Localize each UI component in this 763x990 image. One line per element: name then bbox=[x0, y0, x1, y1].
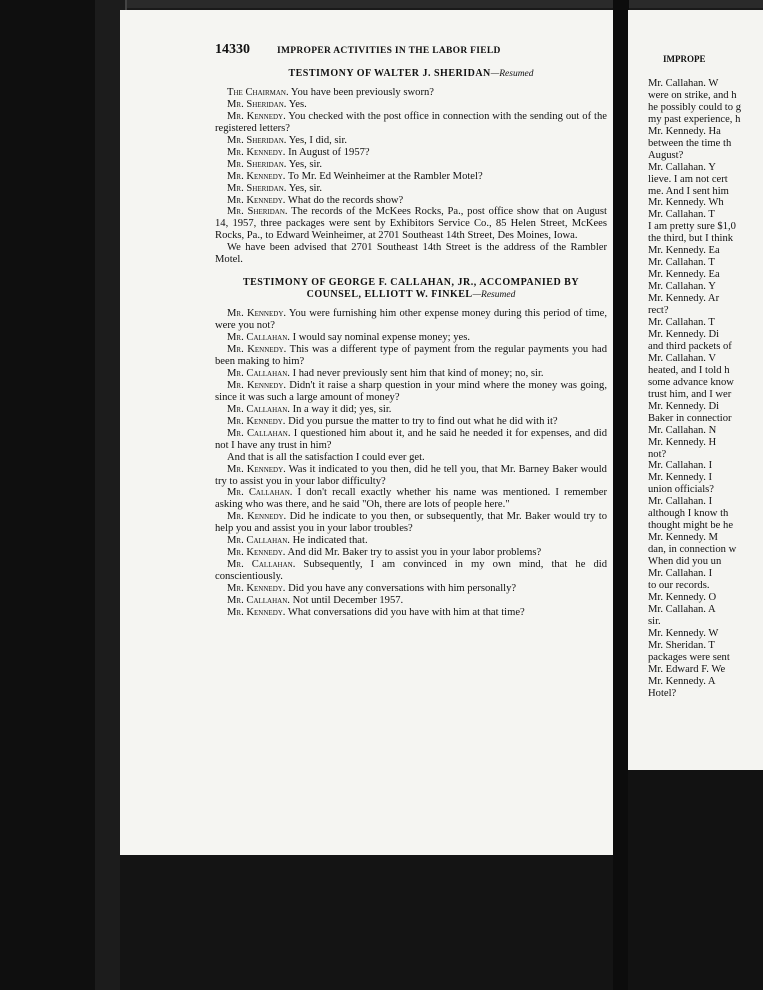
right-page-line: Mr. Callahan. T bbox=[648, 317, 715, 329]
right-page-line: Baker in connectior bbox=[648, 412, 732, 424]
paragraph-text: Yes. bbox=[286, 98, 307, 110]
paragraph-text: I would say nominal expense money; yes. bbox=[289, 332, 470, 344]
testimony-paragraph bbox=[215, 583, 607, 595]
right-page-line: Mr. Kennedy. Ea bbox=[648, 245, 720, 257]
speaker-name: Mr. Sheridan. bbox=[227, 158, 287, 170]
right-page-line: thought might be he bbox=[648, 520, 734, 532]
right-page-line: Mr. Callahan. A bbox=[648, 603, 716, 615]
testimony-paragraph bbox=[215, 547, 607, 559]
right-page-line: August? bbox=[648, 149, 684, 161]
paragraph-text: Didn't it raise a sharp question in your mind where the money was going, since it was such a large amount of money? bbox=[215, 379, 607, 403]
testimony-paragraph bbox=[215, 147, 607, 159]
paragraph-text: I had never previously sent him that kind of money; no, sir. bbox=[289, 367, 544, 379]
speaker-name: Mr. Kennedy. bbox=[227, 308, 287, 320]
testimony-paragraph bbox=[215, 380, 607, 404]
right-page-line: lieve. I am not cert bbox=[648, 173, 728, 185]
right-page-line: Mr. Edward F. We bbox=[648, 663, 726, 675]
section-heading-callahan: TESTIMONY OF GEORGE F. CALLAHAN, JR., ACCOMPANIED BY COUNSEL, ELLIOTT W. FINKEL—Resumed bbox=[242, 277, 580, 301]
right-page-line: heated, and I told h bbox=[648, 364, 730, 376]
paragraph-text: I don't recall exactly whether his name was mentioned. I remember asking who was there, and he said "Oh, there are lots of people here." bbox=[215, 487, 607, 511]
speaker-name: Mr. Sheridan. bbox=[227, 98, 287, 110]
right-page-line: I am pretty sure $1,0 bbox=[648, 221, 736, 233]
right-page-line: Hotel? bbox=[648, 687, 677, 699]
right-page-line: Mr. Sheridan. T bbox=[648, 639, 715, 651]
paragraph-text: Did you pursue the matter to try to find out what he did with it? bbox=[285, 415, 558, 427]
right-page-line: Mr. Kennedy. Di bbox=[648, 328, 720, 340]
right-page-line: some advance know bbox=[648, 376, 734, 388]
page-number: 14330 bbox=[215, 42, 250, 57]
speaker-name: Mr. Kennedy. bbox=[227, 194, 286, 206]
right-page-line: the third, but I think bbox=[648, 233, 734, 245]
right-page-line: Mr. Kennedy. Wh bbox=[648, 197, 724, 209]
right-page-line: Mr. Callahan. I bbox=[648, 460, 713, 472]
testimony-paragraph bbox=[215, 242, 607, 266]
right-page-line: between the time th bbox=[648, 137, 732, 149]
right-page-line: Mr. Kennedy. O bbox=[648, 591, 717, 603]
right-page-line: packages were sent bbox=[648, 651, 730, 663]
right-page-line: to our records. bbox=[648, 579, 710, 591]
speaker-name: Mr. Kennedy. bbox=[227, 463, 286, 475]
testimony-paragraph bbox=[215, 559, 607, 583]
right-page-line: When did you un bbox=[648, 556, 722, 568]
speaker-name: Mr. Kennedy. bbox=[227, 606, 286, 618]
right-page-line: Mr. Callahan. T bbox=[648, 257, 715, 269]
right-page-line: Mr. Kennedy. I bbox=[648, 472, 713, 484]
right-page-line: trust him, and I wer bbox=[648, 388, 732, 400]
right-page-line: Mr. Callahan. Y bbox=[648, 161, 716, 173]
right-page-line: Mr. Callahan. T bbox=[648, 209, 715, 221]
testimony-paragraph bbox=[215, 595, 607, 607]
speaker-name: The Chairman. bbox=[227, 86, 289, 98]
speaker-name: Mr. Callahan. bbox=[227, 332, 290, 344]
testimony-paragraph bbox=[215, 404, 607, 416]
testimony-paragraph bbox=[215, 511, 607, 535]
section-heading-sheridan: TESTIMONY OF WALTER J. SHERIDAN—Resumed bbox=[288, 68, 534, 79]
testimony-paragraph bbox=[215, 135, 607, 147]
speaker-name: Mr. Kennedy. bbox=[227, 415, 286, 427]
right-page-line: Mr. Callahan. W bbox=[648, 77, 719, 89]
book-gutter bbox=[613, 0, 629, 990]
testimony-paragraph bbox=[215, 332, 607, 344]
testimony-callahan bbox=[215, 308, 607, 619]
paragraph-text: Did you have any conversations with him personally? bbox=[285, 583, 517, 595]
paragraph-text: Not until December 1957. bbox=[289, 595, 404, 607]
speaker-name: Mr. Kennedy. bbox=[227, 170, 286, 182]
speaker-name: Mr. Kennedy. bbox=[227, 547, 286, 559]
right-page-line: Mr. Callahan. I bbox=[648, 568, 713, 580]
testimony-paragraph bbox=[215, 487, 607, 511]
paragraph-text: You were furnishing him other expense money during this period of time, were you not? bbox=[215, 308, 607, 332]
paragraph-text: In a way it did; yes, sir. bbox=[289, 403, 392, 415]
paragraph-text: And did Mr. Baker try to assist you in your labor problems? bbox=[285, 547, 542, 559]
right-page-line: dan, in connection w bbox=[648, 544, 737, 556]
right-page-line: Mr. Callahan. I bbox=[648, 496, 713, 508]
paragraph-text: What do the records show? bbox=[285, 194, 404, 206]
right-page-line: Mr. Kennedy. Ar bbox=[648, 293, 720, 305]
paragraph-text: Yes, sir. bbox=[286, 182, 323, 194]
testimony-paragraph bbox=[215, 87, 607, 99]
testimony-paragraph bbox=[215, 607, 607, 619]
speaker-name: Mr. Sheridan. bbox=[227, 134, 287, 146]
speaker-name: Mr. Kennedy. bbox=[227, 146, 286, 158]
testimony-paragraph bbox=[215, 368, 607, 380]
paragraph-text: This was a different type of payment from the regular payments you had been making to him? bbox=[215, 344, 607, 367]
right-page-line: Mr. Kennedy. Di bbox=[648, 400, 720, 412]
scan-margin-bottom bbox=[120, 855, 613, 990]
testimony-paragraph bbox=[215, 171, 607, 183]
testimony-paragraph bbox=[215, 535, 607, 547]
right-page-line: my past experience, h bbox=[648, 113, 741, 125]
speaker-name: Mr. Kennedy. bbox=[227, 583, 286, 595]
right-page-line: Mr. Callahan. V bbox=[648, 352, 717, 364]
right-page-line: were on strike, and h bbox=[648, 89, 737, 101]
testimony-paragraph bbox=[215, 428, 607, 452]
speaker-name: Mr. Callahan. bbox=[227, 595, 290, 607]
speaker-name: Mr. Kennedy. bbox=[227, 344, 287, 356]
right-page-line: Mr. Kennedy. Ha bbox=[648, 125, 721, 137]
speaker-name: Mr. Callahan. bbox=[227, 403, 290, 415]
speaker-name: Mr. Kennedy. bbox=[227, 379, 287, 391]
paragraph-text: He indicated that. bbox=[289, 535, 368, 547]
testimony-paragraph bbox=[215, 344, 607, 368]
speaker-name: Mr. Callahan. bbox=[227, 367, 290, 379]
paragraph-text: Was it indicated to you then, did he tell you, that Mr. Barney Baker would try to assist you in your labor difficulty? bbox=[215, 463, 607, 487]
testimony-paragraph bbox=[215, 99, 607, 111]
right-page-line: me. And I sent him bbox=[648, 185, 729, 197]
speaker-name: Mr. Kennedy. bbox=[227, 511, 287, 523]
right-running-head: IMPROPE bbox=[663, 54, 706, 64]
right-page-line: he possibly could to g bbox=[648, 101, 741, 113]
right-page-line: Mr. Kennedy. W bbox=[648, 627, 719, 639]
page-header bbox=[215, 44, 607, 60]
paragraph-text: To Mr. Ed Weinheimer at the Rambler Motel? bbox=[285, 170, 483, 182]
speaker-name: Mr. Sheridan. bbox=[227, 206, 288, 218]
speaker-name: Mr. Callahan. bbox=[227, 427, 291, 439]
paragraph-text: What conversations did you have with him at that time? bbox=[285, 606, 525, 618]
right-page-line: union officials? bbox=[648, 484, 714, 496]
right-page-line: Mr. Callahan. Y bbox=[648, 281, 716, 293]
speaker-name: Mr. Sheridan. bbox=[227, 182, 287, 194]
speaker-name: Mr. Kennedy. bbox=[227, 110, 286, 122]
testimony-paragraph bbox=[215, 111, 607, 135]
speaker-name: Mr. Callahan. bbox=[227, 535, 290, 547]
right-page-line: although I know th bbox=[648, 508, 729, 520]
right-page-line: not? bbox=[648, 448, 667, 460]
paragraph-text: Yes, sir. bbox=[286, 158, 323, 170]
right-page-line: rect? bbox=[648, 305, 669, 317]
speaker-name: Mr. Callahan. bbox=[227, 487, 293, 499]
right-page-line: Mr. Kennedy. A bbox=[648, 675, 716, 687]
paragraph-text: I questioned him about it, and he said he needed it for expenses, and did not I have any trust in him? bbox=[215, 427, 607, 451]
speaker-name: Mr. Callahan. bbox=[227, 559, 296, 571]
testimony-paragraph bbox=[215, 452, 607, 464]
testimony-paragraph bbox=[215, 159, 607, 171]
right-page-line: Mr. Kennedy. M bbox=[648, 532, 718, 544]
paragraph-text: Did he indicate to you then, or subsequently, that Mr. Baker would try to help you and assist you in your labor troubles? bbox=[215, 511, 607, 535]
left-page-text bbox=[215, 44, 607, 619]
paragraph-text: We have been advised that 2701 Southeast 14th Street is the address of the Rambler Motel. bbox=[215, 242, 607, 266]
running-head: IMPROPER ACTIVITIES IN THE LABOR FIELD bbox=[277, 46, 501, 56]
right-page-line: Mr. Callahan. N bbox=[648, 424, 717, 436]
right-page-line: Mr. Kennedy. Ea bbox=[648, 269, 720, 281]
testimony-paragraph bbox=[215, 206, 607, 242]
testimony-paragraph bbox=[215, 195, 607, 207]
testimony-sheridan bbox=[215, 87, 607, 266]
paragraph-text: You have been previously sworn? bbox=[288, 86, 434, 98]
right-page-line: sir. bbox=[648, 615, 661, 627]
paragraph-text: The records of the McKees Rocks, Pa., post office show that on August 14, 1957, three packages were sent by Exhibitors Service Co., 85 Helen Street, McKees Rocks, Pa., to Edward Weinheimer, at 2701 Southeast 14th Street, Des Moines, Iowa. bbox=[215, 206, 607, 242]
right-page-line: Mr. Kennedy. H bbox=[648, 436, 717, 448]
paragraph-text: And that is all the satisfaction I could ever get. bbox=[227, 451, 425, 463]
scan-margin-bottom-right bbox=[628, 770, 763, 990]
paragraph-text: Yes, I did, sir. bbox=[286, 134, 348, 146]
right-page-text bbox=[648, 54, 763, 700]
testimony-paragraph bbox=[215, 464, 607, 488]
right-page-line: and third packets of bbox=[648, 340, 732, 352]
paragraph-text: You checked with the post office in connection with the sending out of the registered letters? bbox=[215, 110, 607, 134]
testimony-paragraph bbox=[215, 416, 607, 428]
testimony-paragraph bbox=[215, 183, 607, 195]
paragraph-text: In August of 1957? bbox=[285, 146, 370, 158]
testimony-paragraph bbox=[215, 308, 607, 332]
paragraph-text: Subsequently, I am convinced in my own mind, that he did conscientiously. bbox=[215, 559, 607, 583]
